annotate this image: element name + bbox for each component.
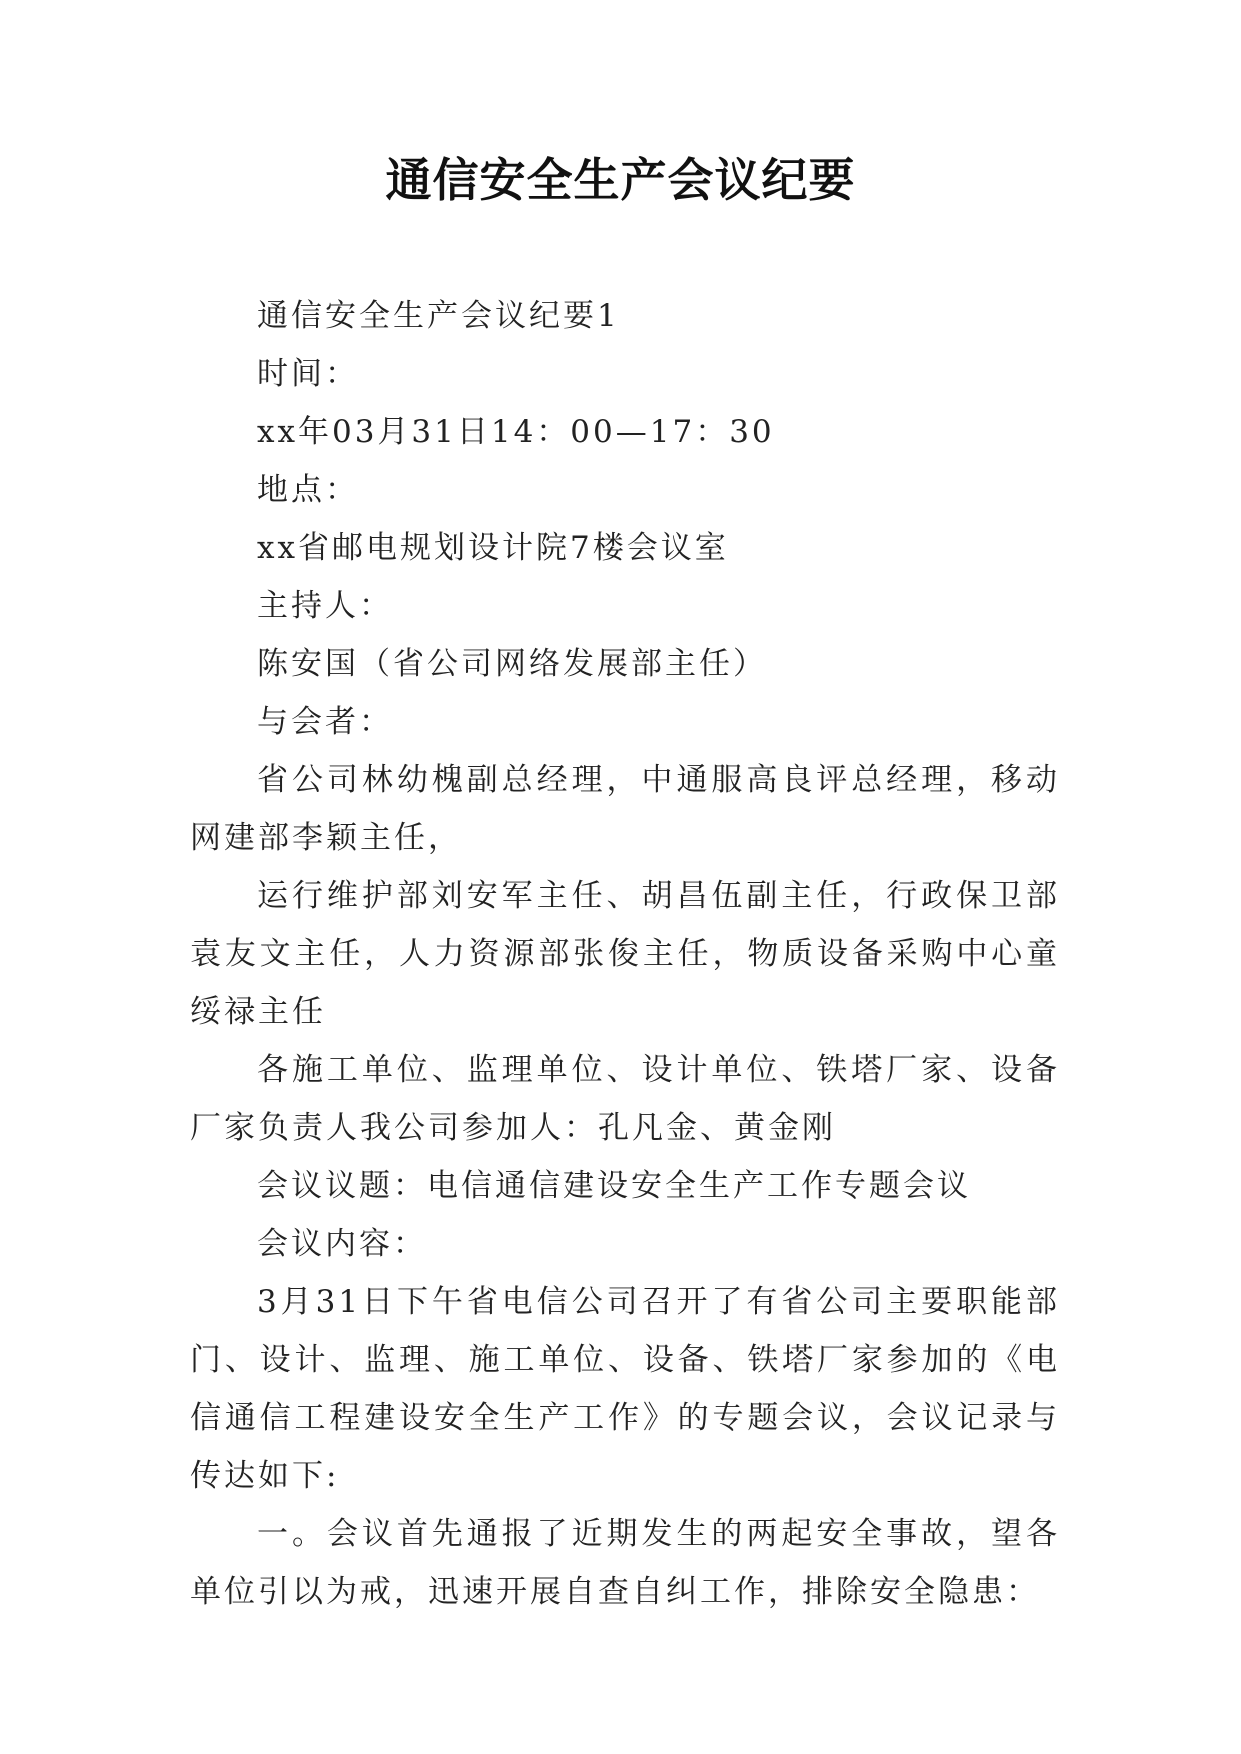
paragraph-attendees-3: 各施工单位、监理单位、设计单位、铁塔厂家、设备厂家负责人我公司参加人：孔凡金、黄金刚 bbox=[190, 1052, 1060, 1146]
paragraph-item-one: 一。会议首先通报了近期发生的两起安全事故，望各单位引以为戒，迅速开展自查自纠工作，排除安全隐患： bbox=[190, 1516, 1060, 1610]
paragraph-location-label: 地点： bbox=[257, 472, 359, 508]
paragraph-subtitle: 通信安全生产会议纪要1 bbox=[257, 298, 620, 334]
paragraph-time-label: 时间： bbox=[257, 356, 359, 392]
paragraph-attendees-1: 省公司林幼槐副总经理，中通服高良评总经理，移动网建部李颖主任， bbox=[190, 762, 1060, 856]
paragraph-host-value: 陈安国（省公司网络发展部主任） bbox=[257, 646, 767, 682]
paragraph-attendees-label: 与会者： bbox=[257, 704, 393, 740]
paragraph-content-label: 会议内容： bbox=[257, 1226, 427, 1262]
document-body bbox=[190, 287, 1060, 1621]
paragraph-location-value: xx省邮电规划设计院7楼会议室 bbox=[257, 530, 729, 566]
paragraph-content-intro: 3月31日下午省电信公司召开了有省公司主要职能部门、设计、监理、施工单位、设备、铁塔厂家参加的《电信通信工程建设安全生产工作》的专题会议，会议记录与传达如下: bbox=[190, 1284, 1060, 1494]
paragraph-topic: 会议议题：电信通信建设安全生产工作专题会议 bbox=[257, 1168, 971, 1204]
document-title: 通信安全生产会议纪要 bbox=[385, 153, 856, 207]
paragraph-host-label: 主持人： bbox=[257, 588, 393, 624]
paragraph-attendees-2: 运行维护部刘安军主任、胡昌伍副主任，行政保卫部袁友文主任，人力资源部张俊主任，物质设备采购中心童绥禄主任 bbox=[190, 878, 1060, 1030]
paragraph-time-value: xx年03月31日14：00—17：30 bbox=[257, 414, 775, 450]
